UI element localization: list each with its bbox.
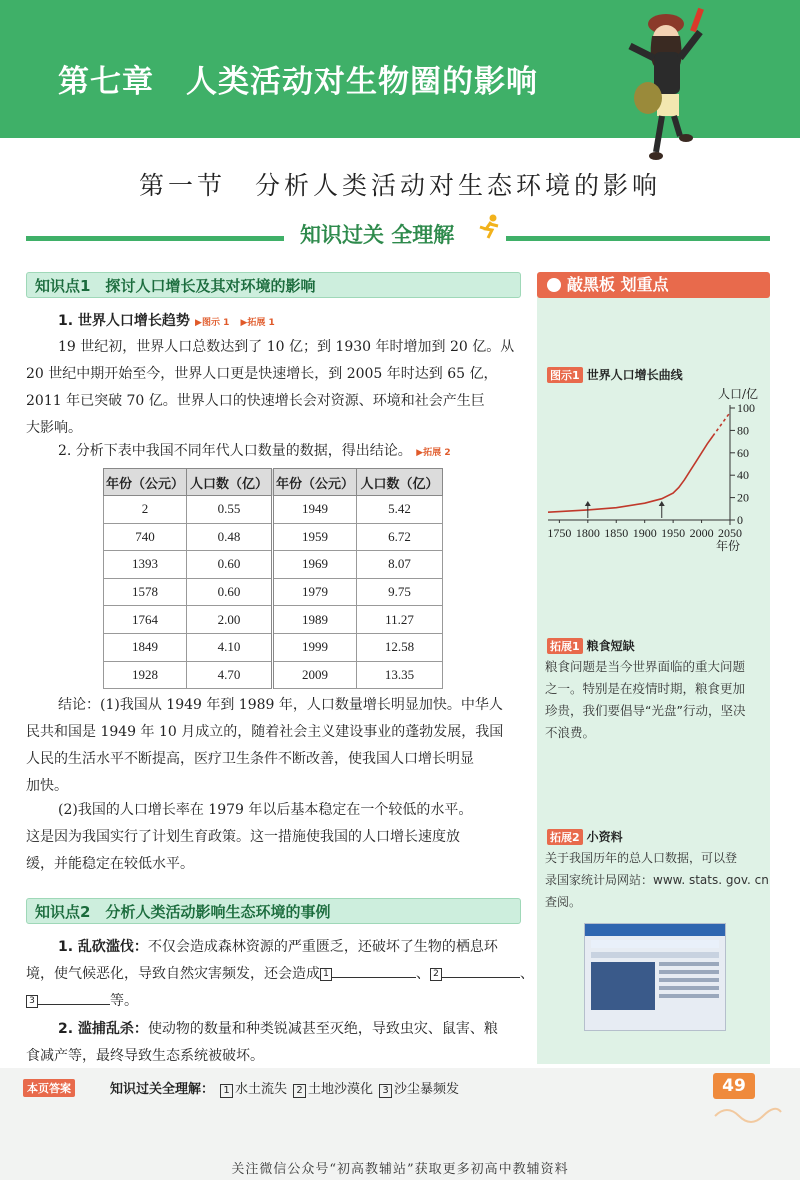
table-cell: 0.48 [187, 523, 273, 551]
decorative-swirl [713, 1102, 783, 1130]
banner-title: 知识过关 全理解 [300, 223, 455, 247]
extension-title: 粮食短缺 [586, 639, 635, 653]
y-tick-label: 20 [737, 490, 749, 505]
header-year: 年份（公元） [273, 469, 357, 496]
paragraph-line [26, 1016, 526, 1043]
y-tick-label: 100 [737, 401, 755, 415]
paragraph-line [26, 934, 526, 961]
answer-text: 土地沙漠化 [308, 1082, 374, 1097]
item1-paragraph [26, 334, 526, 442]
chapter-title: 第七章 人类活动对生物圈的影响 [58, 64, 538, 100]
table-cell: 4.10 [187, 633, 273, 661]
side-text-line: 珍贵，我们要倡导“光盘”行动，坚决 [545, 703, 746, 718]
header-population: 人口数（亿） [357, 469, 443, 496]
kp2-item2 [26, 1016, 526, 1070]
header-population: 人口数（亿） [187, 469, 273, 496]
footer-note: 关注微信公众号“初高教辅站”获取更多初高中教辅资料 [231, 1162, 569, 1177]
answer-blank[interactable] [442, 977, 520, 978]
separator: 、 [520, 966, 534, 982]
table-cell: 1989 [273, 606, 357, 634]
runner-icon [478, 214, 502, 240]
conclusion-1 [26, 692, 526, 800]
banner-line-left [26, 236, 284, 241]
paragraph-line: 缓，并能稳定在较低水平。 [26, 856, 194, 872]
blank-number: 2 [430, 968, 442, 981]
extension-title: 小资料 [586, 830, 623, 844]
extension-tag [547, 829, 583, 845]
extension-1-text [545, 656, 770, 744]
extension-ref-tag: ▶拓展 2 [416, 448, 451, 458]
table-cell: 0.60 [187, 578, 273, 606]
paragraph-line: 结论：(1)我国从 1949 年到 1989 年，人口数量增长明显加快。中华人 [58, 697, 503, 713]
item2-text: 2. 分析下表中我国不同年代人口数量的数据，得出结论。 [58, 443, 412, 459]
side-text-line: 关于我国历年的总人口数据，可以登 [545, 851, 738, 865]
thumb-photo [591, 962, 655, 1010]
table-cell: 2.00 [187, 606, 273, 634]
table-cell: 0.55 [187, 496, 273, 524]
x-tick-label: 1800 [575, 526, 600, 540]
extension-ref-tag: ▶拓展 1 [240, 318, 275, 328]
extension-tag-text: 拓展 [550, 831, 572, 844]
item1-heading: 1. 世界人口增长趋势 [58, 313, 190, 329]
paragraph-line: 人民的生活水平不断提高，医疗卫生条件不断改善，使我国人口增长明显 [26, 751, 474, 767]
item-heading: 2. 滥捕乱杀： [58, 1021, 148, 1037]
figure-tag-num: 1 [572, 369, 580, 382]
x-axis-label: 年份 [716, 539, 741, 553]
item-text: 境，使气候恶化，导致自然灾害频发，还会造成 [26, 966, 320, 982]
table-cell: 0.60 [187, 551, 273, 579]
answer-badge: 本页答案 [23, 1079, 75, 1097]
thumb-line [591, 952, 719, 958]
figure-title: 世界人口增长曲线 [586, 368, 683, 382]
table-cell: 1928 [104, 661, 187, 689]
banner-line-right [506, 236, 770, 241]
table-cell: 12.58 [357, 633, 443, 661]
answer-text: 水土流失 [235, 1082, 288, 1097]
extension-1-label [547, 637, 635, 654]
table-row [104, 523, 443, 551]
answer-num: 3 [379, 1084, 392, 1098]
table-row [104, 551, 443, 579]
paragraph-line: 这是因为我国实行了计划生育政策。这一措施使我国的人口增长速度放 [26, 829, 460, 845]
table-cell: 1959 [273, 523, 357, 551]
y-tick-label: 80 [737, 423, 749, 438]
answer-num: 2 [293, 1084, 306, 1098]
kp2-item1 [26, 934, 534, 1015]
table-cell: 5.42 [357, 496, 443, 524]
table-cell: 9.75 [357, 578, 443, 606]
item1-heading-row [58, 310, 275, 330]
answer-num: 1 [220, 1084, 233, 1098]
population-table [103, 468, 443, 689]
paragraph-line: 加快。 [26, 778, 68, 794]
item-text: 使动物的数量和种类锐减甚至灭绝，导致虫灾、鼠害、粮 [147, 1021, 498, 1037]
table-row [104, 661, 443, 689]
table-cell: 2 [104, 496, 187, 524]
answer-line [110, 1078, 459, 1098]
header-year: 年份（公元） [104, 469, 187, 496]
table-row [104, 578, 443, 606]
side-text-line: 不浪费。 [545, 725, 596, 740]
item2-row [58, 438, 451, 467]
paragraph-line: 大影响。 [26, 420, 82, 436]
paragraph-line: 19 世纪初，世界人口总数达到了 10 亿；到 1930 年时增加到 20 亿。从 [58, 339, 515, 355]
arrow-head [659, 501, 665, 506]
side-panel-header-text: 敲黑板 划重点 [567, 275, 669, 294]
world-population-chart [540, 384, 770, 556]
table-cell: 2009 [273, 661, 357, 689]
side-panel-header [537, 272, 770, 298]
table-cell: 11.27 [357, 606, 443, 634]
table-cell: 1949 [273, 496, 357, 524]
y-tick-label: 60 [737, 445, 749, 460]
answer-blank[interactable] [38, 1004, 110, 1005]
thumb-content [591, 962, 719, 1010]
y-tick-label: 40 [737, 468, 749, 483]
x-tick-label: 2000 [689, 526, 714, 540]
extension-tag-text: 拓展 [550, 640, 572, 653]
population-line [548, 436, 713, 512]
side-text-line: 粮食问题是当今世界面临的重大问题 [545, 659, 746, 674]
knowledge-point-1-title: 知识点1 探讨人口增长及其对环境的影响 [26, 272, 521, 298]
table-cell: 6.72 [357, 523, 443, 551]
table-cell: 1393 [104, 551, 187, 579]
thumb-list [659, 962, 719, 1010]
table-cell: 13.35 [357, 661, 443, 689]
table-row [104, 606, 443, 634]
paragraph-line [26, 988, 526, 1015]
extension-tag-num: 1 [572, 640, 580, 653]
table-cell: 1999 [273, 633, 357, 661]
section-title: 第一节 分析人类活动对生态环境的影响 [138, 171, 661, 200]
x-tick-label: 1900 [632, 526, 657, 540]
paragraph-line: 民共和国是 1949 年 10 月成立的，随着社会主义建设事业的蓬勃发展，我国 [26, 724, 504, 740]
page-number: 49 [713, 1073, 755, 1099]
figure-ref-tag: ▶图示 1 [195, 318, 230, 328]
table-cell: 1969 [273, 551, 357, 579]
answer-blank[interactable] [332, 977, 416, 978]
thumb-line [591, 940, 719, 948]
side-text-line: 之一。特别是在疫情时期，粮食更加 [545, 681, 746, 696]
thumb-topbar [585, 924, 725, 936]
paragraph-line: 20 世纪中期开始至今，世界人口更是快速增长，到 2005 年时达到 65 亿， [26, 366, 498, 382]
table-cell: 8.07 [357, 551, 443, 579]
item-text: 等。 [110, 993, 138, 1009]
item-heading: 1. 乱砍滥伐： [58, 939, 148, 955]
stats-website-thumbnail [584, 923, 726, 1031]
table-cell: 1764 [104, 606, 187, 634]
x-tick-label: 2050 [718, 526, 742, 540]
arrow-head [585, 501, 591, 506]
conclusion-2 [26, 797, 526, 878]
extension-tag-num: 2 [572, 831, 580, 844]
projection-line [713, 413, 730, 437]
paragraph-line: 食减产等，最终导致生态系统被破坏。 [26, 1048, 264, 1064]
blank-number: 1 [320, 968, 332, 981]
table-cell: 4.70 [187, 661, 273, 689]
table-cell: 1979 [273, 578, 357, 606]
item-text: 不仅会造成森林资源的严重匮乏，还破坏了生物的栖息环 [147, 939, 498, 955]
figure-tag-text: 图示 [550, 369, 572, 382]
side-text-line: 录国家统计局网站：www. stats. gov. cn [545, 873, 769, 887]
table-row [104, 496, 443, 524]
answer-label: 知识过关全理解： [110, 1082, 215, 1097]
paragraph-line: (2)我国的人口增长率在 1979 年以后基本稳定在一个较低的水平。 [58, 802, 473, 818]
knowledge-point-2-title: 知识点2 分析人类活动影响生态环境的事例 [26, 898, 521, 924]
table-cell: 1578 [104, 578, 187, 606]
answer-text: 沙尘暴频发 [394, 1082, 460, 1097]
extension-2-label [547, 828, 623, 845]
extension-tag [547, 638, 583, 654]
bell-icon [547, 278, 561, 292]
x-tick-label: 1950 [661, 526, 686, 540]
paragraph-line: 2011 年已突破 70 亿。世界人口的快速增长会对资源、环境和社会产生巨 [26, 393, 485, 409]
blank-number: 3 [26, 995, 38, 1008]
table-header-row [104, 469, 443, 496]
table-row [104, 633, 443, 661]
side-text-line: 查阅。 [545, 895, 582, 909]
x-tick-label: 1750 [547, 526, 572, 540]
figure-1-label [547, 366, 683, 383]
table-cell: 740 [104, 523, 187, 551]
table-cell: 1849 [104, 633, 187, 661]
separator: 、 [416, 966, 430, 982]
mascot-girl-illustration [608, 2, 718, 162]
y-tick-label: 0 [737, 513, 743, 527]
figure-tag [547, 367, 583, 383]
x-tick-label: 1850 [604, 526, 629, 540]
extension-2-text [545, 847, 770, 913]
paragraph-line [26, 961, 534, 988]
y-axis-label: 人口/亿 [718, 387, 759, 401]
